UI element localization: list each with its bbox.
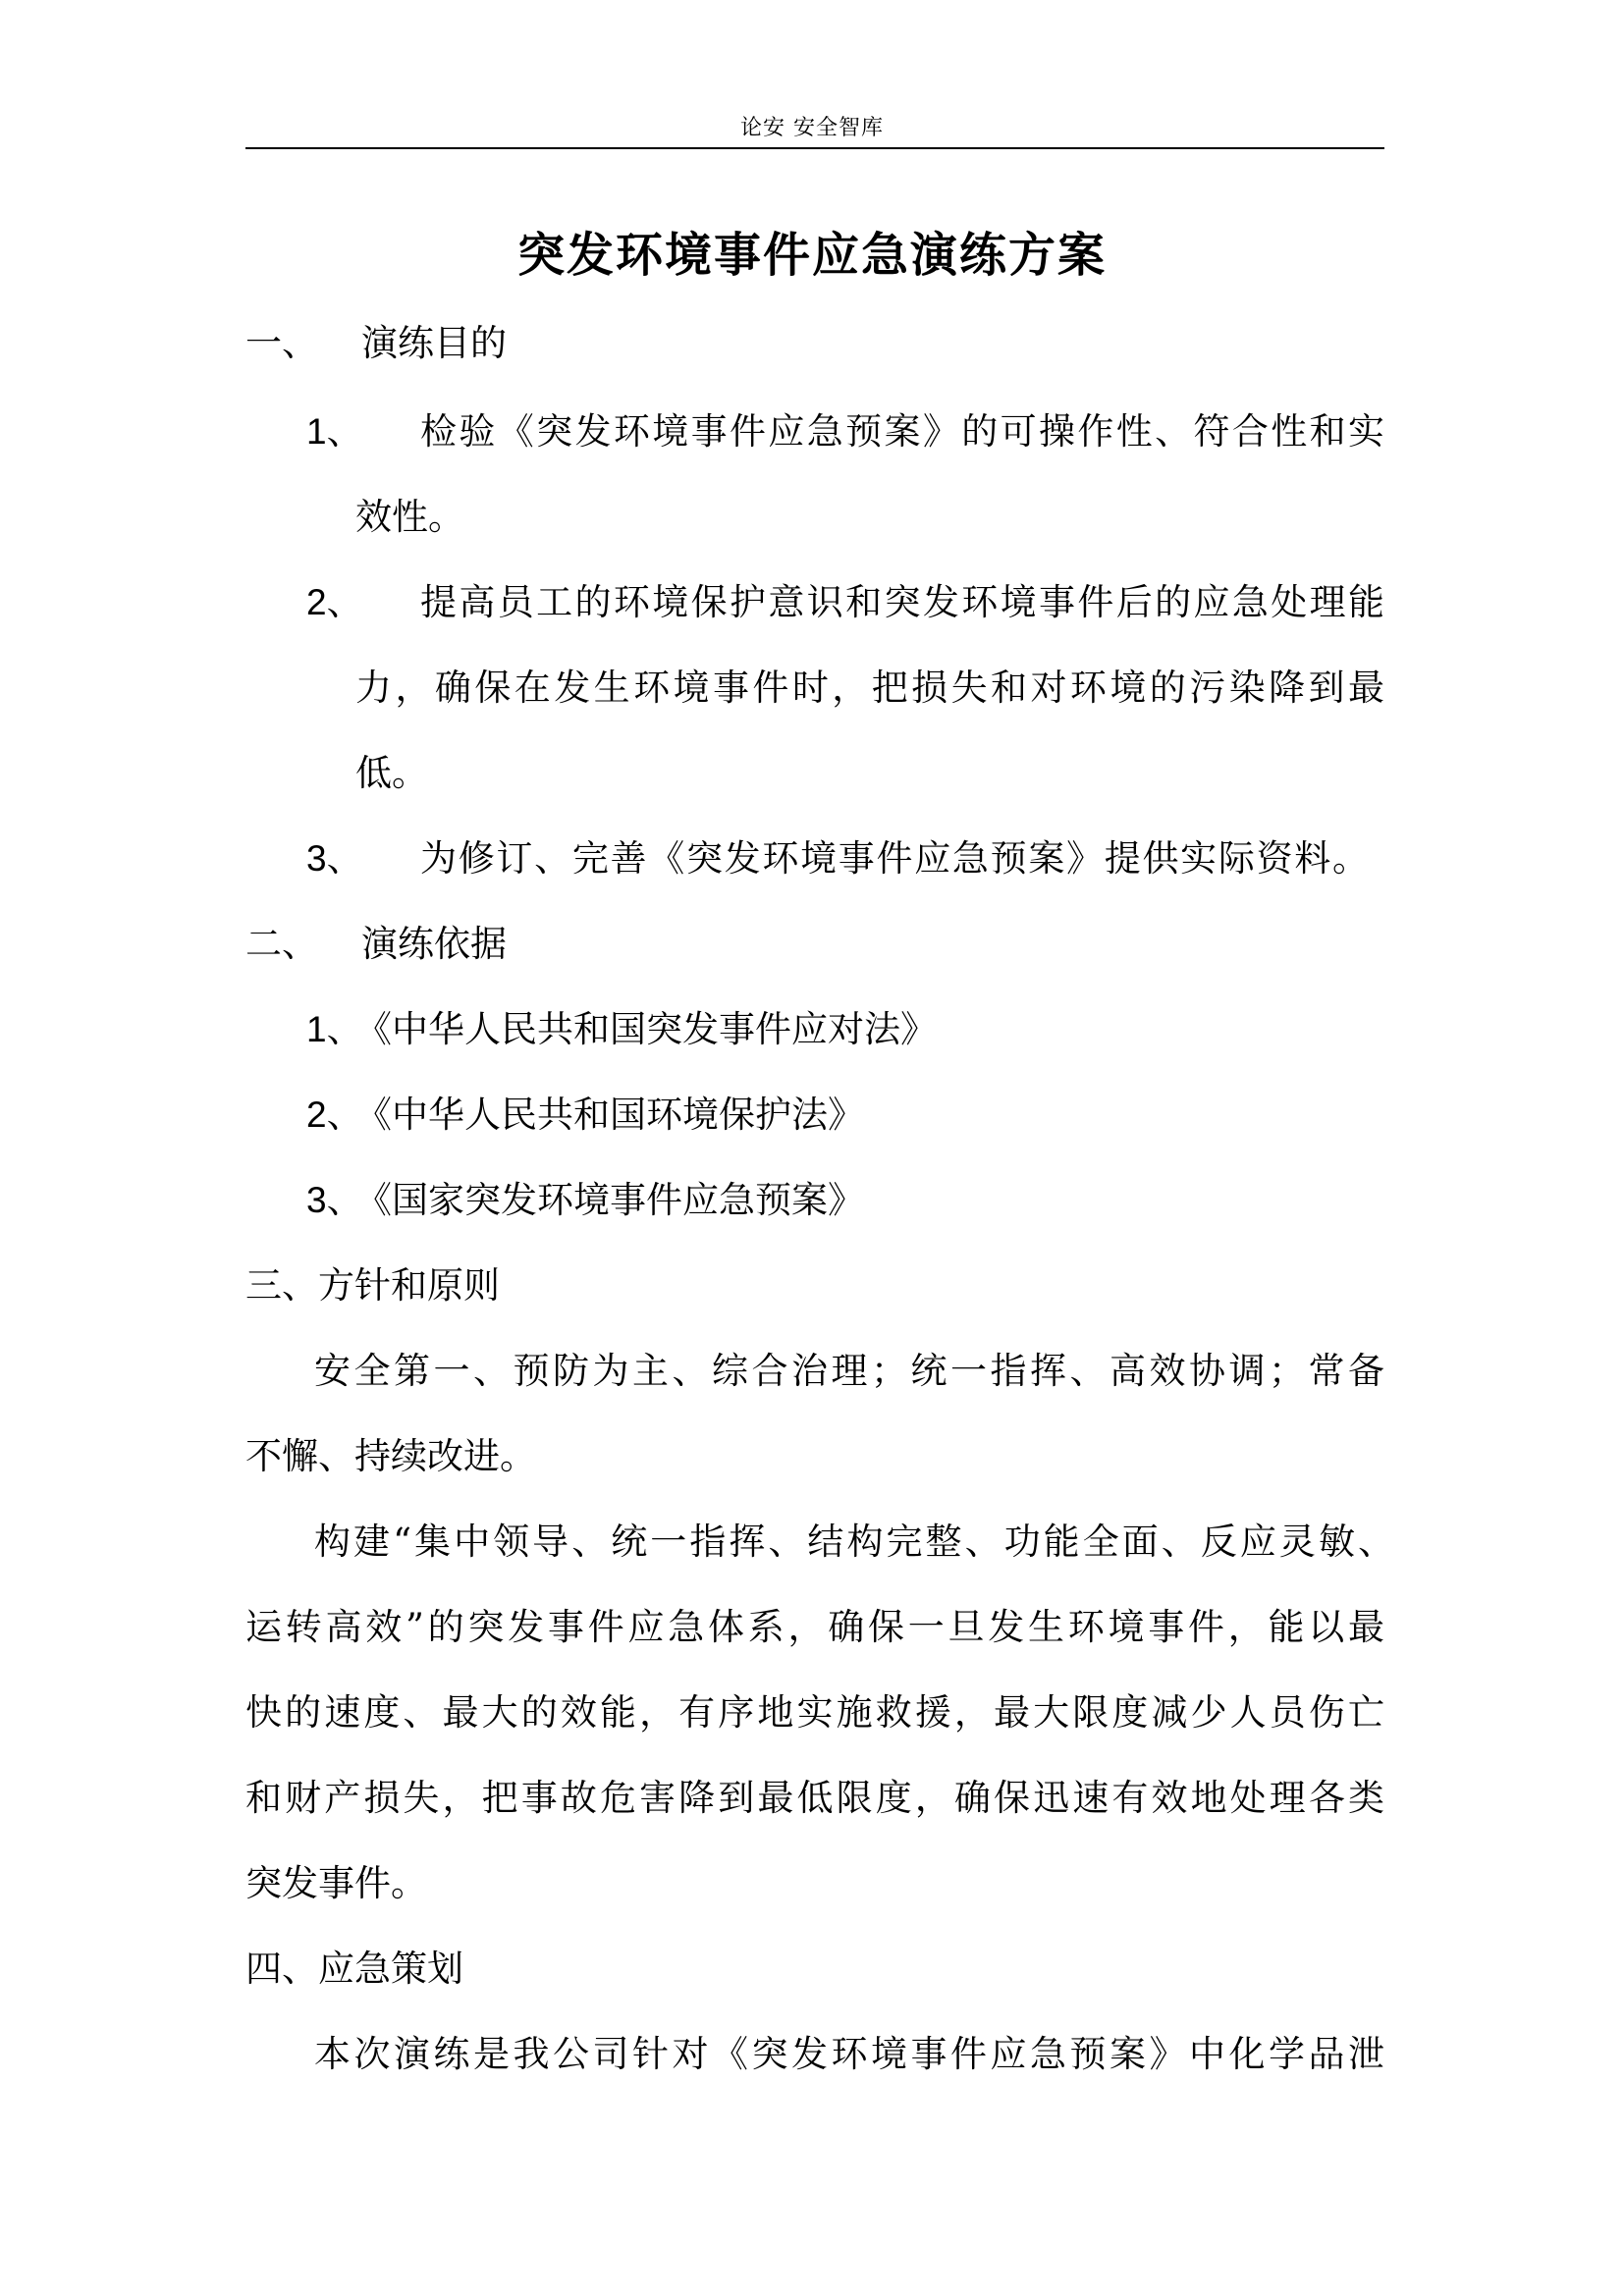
section2-item2-number: 2、 [306,1095,363,1135]
document-title: 突发环境事件应急演练方案 [516,228,1107,283]
section3-para2-line3: 快的速度、最大的效能，有序地实施救援，最大限度减少人员伤亡 [245,1691,1384,1734]
section2-item3-number: 3、 [306,1180,363,1220]
section3-para2-line4: 和财产损失，把事故危害降到最低限度，确保迅速有效地处理各类 [245,1777,1384,1819]
section4-para1-line1: 本次演练是我公司针对《突发环境事件应急预案》中化学品泄 [314,2033,1384,2075]
section1-item3-number: 3、 [306,838,363,879]
section1-item1-line2: 效性。 [355,496,464,538]
section1-heading-number: 一、 [245,322,318,364]
section1-item2-line3: 低。 [355,752,428,794]
page-header: 论安 安全智库 [740,116,884,140]
section1-item2-number: 2、 [306,582,363,622]
section3-para2-line2: 运转高效”的突发事件应急体系，确保一旦发生环境事件，能以最 [245,1606,1384,1648]
section2-heading: 演练依据 [361,923,507,965]
section1-item3-line1: 为修订、完善《突发环境事件应急预案》提供实际资料。 [420,837,1369,880]
section1-heading: 演练目的 [361,322,507,364]
section2-heading-number: 二、 [245,923,318,965]
section1-item2-line2: 力，确保在发生环境事件时，把损失和对环境的污染降到最 [355,667,1384,709]
section2-item1-number: 1、 [306,1009,363,1049]
section2-item3-text: 《国家突发环境事件应急预案》 [355,1179,864,1221]
section3-para1-line2: 不懈、持续改进。 [245,1435,536,1477]
section3-para1-line1: 安全第一、预防为主、综合治理；统一指挥、高效协调；常备 [314,1350,1384,1392]
section3-para2-line5: 突发事件。 [245,1862,427,1904]
section3-para2-line1: 构建“集中领导、统一指挥、结构完整、功能全面、反应灵敏、 [314,1521,1394,1563]
section1-item1-number: 1、 [306,411,363,452]
header-divider [245,147,1384,149]
section1-item1-line1: 检验《突发环境事件应急预案》的可操作性、符合性和实 [420,410,1384,453]
section1-item2-line1: 提高员工的环境保护意识和突发环境事件后的应急处理能 [420,581,1384,623]
section3-heading: 三、方针和原则 [245,1264,500,1307]
section4-heading: 四、应急策划 [245,1948,463,1990]
section2-item1-text: 《中华人民共和国突发事件应对法》 [355,1008,937,1050]
section2-item2-text: 《中华人民共和国环境保护法》 [355,1094,864,1136]
